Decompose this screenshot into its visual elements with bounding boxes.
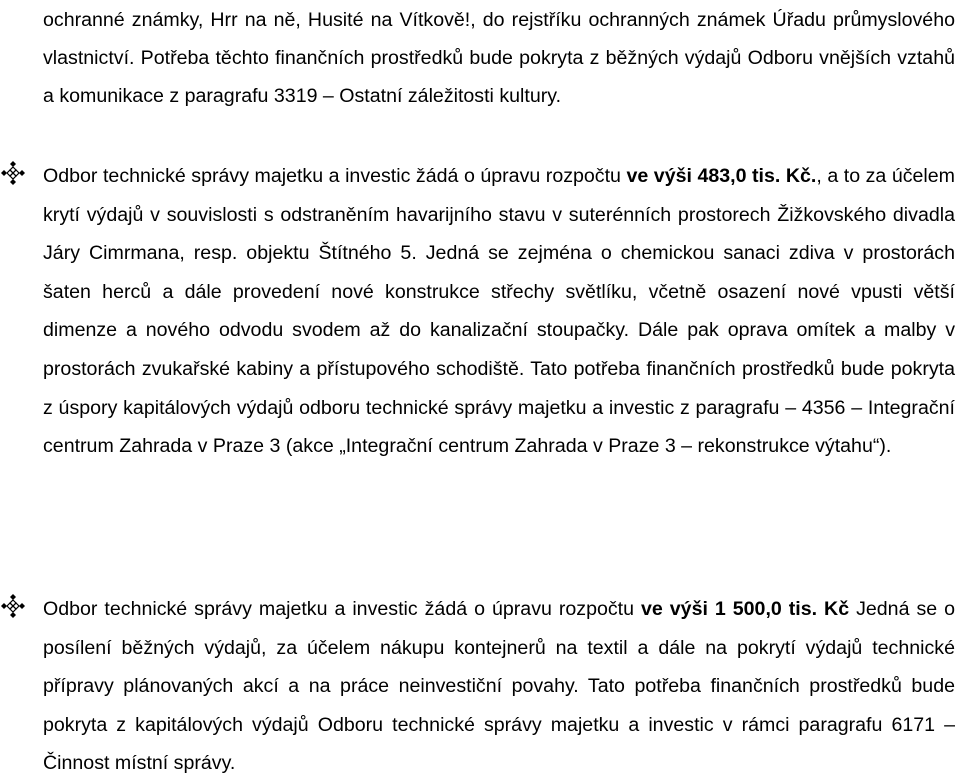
item-2-text-after: Jedná se o posílení běžných výdajů, za účelem nákupu kontejnerů na textil a dále na pokrytí výdajů technické přípravy plánovaných akcí a na práce neinvestiční povahy. Tato potřeba finančních prostředků bude pokryta z kapitálových výdajů Odboru technické správy majetku a investic v rámci paragrafu 6171 – Činnost místní správy.	[43, 598, 956, 775]
item-2-text-before: Odbor technické správy majetku a investic žádá o úpravu rozpočtu	[43, 598, 641, 620]
item-1-text-before: Odbor technické správy majetku a investic žádá o úpravu rozpočtu	[43, 165, 627, 187]
diamond-bullet-icon	[0, 160, 26, 186]
item-1-text-after: , a to za účelem krytí výdajů v souvislosti s odstraněním havarijního stavu v suterénních prostorech Žižkovského divadla Járy Cimrmana, resp. objektu Štítného 5. Jedná se zejména o chemickou sanaci zdiva v prostorách šaten herců a dále provedení nové konstrukce střechy světlíku, včetně osazení nové vpusti větší dimenze a nového odvodu svodem až do kanalizační stoupačky. Dále pak oprava omítek a malby v prostorách zvukařské kabiny a přístupového schodiště. Tato potřeba finančních prostředků bude pokryta z úspory kapitálových výdajů odboru technické správy majetku a investic z paragrafu – 4356 – Integrační centrum Zahrada v Praze 3 (akce „Integrační centrum Zahrada v Praze 3 – rekonstrukce výtahu“).	[43, 165, 955, 458]
bullet-paragraph-2	[43, 590, 955, 783]
item-2-amount: ve výši 1 500,0 tis. Kč	[641, 598, 850, 620]
intro-paragraph: ochranné známky, Hrr na ně, Husité na Vítkově!, do rejstříku ochranných známek Úřadu průmyslového vlastnictví. Potřeba těchto finančních prostředků bude pokryta z běžných výdajů Odboru vnějších vztahů a komunikace z paragrafu 3319 – Ostatní záležitosti kultury.	[43, 9, 955, 107]
bullet-paragraph-1	[43, 157, 955, 466]
diamond-bullet-icon	[0, 593, 26, 619]
item-1-amount: ve výši 483,0 tis. Kč.	[626, 165, 817, 187]
